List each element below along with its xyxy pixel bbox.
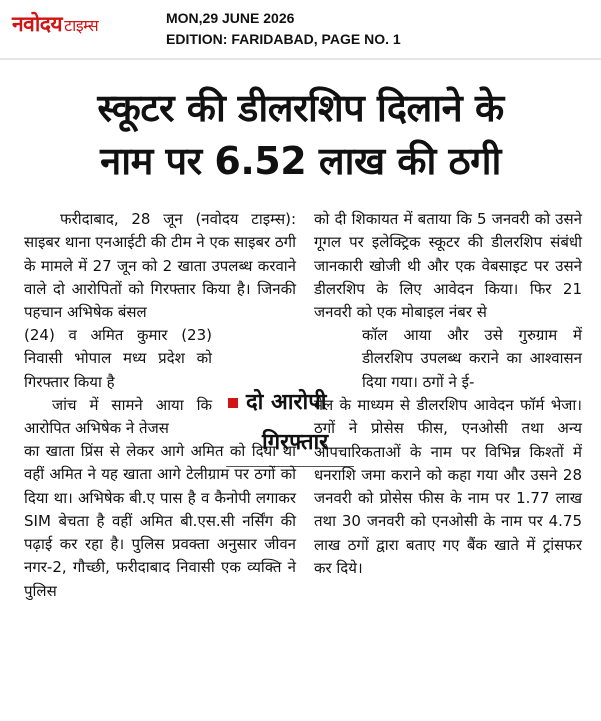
red-square-icon [228,398,238,408]
edition-info: EDITION: FARIDABAD, PAGE NO. 1 [166,31,401,47]
header-divider [0,58,601,60]
pullquote-line-1 [228,386,326,416]
page-header [0,0,601,58]
headline-line-1: स्कूटर की डीलरशिप दिलाने के [97,86,504,130]
article-paragraph: कॉल आया और उसे गुरुग्राम में डीलरशिप उपलब्ध कराने का आश्वासन दिया गया। ठगों ने ई- [362,326,582,391]
headline-line-2: नाम पर 6.52 लाख की ठगी [100,139,501,183]
article-paragraph: का खाता प्रिंस से लेकर आगे अमित को दिया था वहीं अमित ने यह खाता आगे टेलीग्राम पर ठगों को दिया था। अभिषेक बी.ए पास है व कैनोपी लगाकर SIM बेचता है वहीं अमित बी.एस.सी नर्सिंग की पढ़ाई कर रहा है। पुलिस प्रवक्ता अनुसार जीवन नगर-2, गौच्छी, फरीदाबाद निवासी एक व्यक्ति ने पुलिस [24,442,296,600]
article-paragraph: मेल के माध्यम से डीलरशिप आवेदन फॉर्म भेजा। ठगों ने प्रोसेस फीस, एनओसी तथा अन्य औपचारिकताओं के नाम पर विभिन्न किश्तों में धनराशि जमा कराने को कहा गया और उसने 28 जनवरी को प्रोसेस फीस के नाम पर 1.77 लाख तथा 30 जनवरी को एनओसी के नाम पर 4.75 लाख ठगों द्वारा बताए गए बैंक खाते में ट्रांसफर कर दिये। [314,396,582,578]
article-paragraph: जांच में सामने आया कि आरोपित अभिषेक ने तेजस [24,395,212,438]
article-paragraph: को दी शिकायत में बताया कि 5 जनवरी को उसने गूगल पर इलेक्ट्रिक स्कूटर की डीलरशिप संबंधी जानकारी खोजी थी और एक वेबसाइट पर उसने डीलरशिप के लिए आवेदन किया। फिर 21 जनवरी को एक मोबाइल नंबर से [314,210,582,322]
article-col1-mid [24,324,212,440]
article-col1-bottom [24,440,296,603]
article-col1-top [24,208,296,324]
article-col2-top [314,208,582,324]
pullquote-text-1: दो आरोपी [246,390,327,415]
article-col2-mid [362,324,582,394]
logo-sub: टाइम्स [64,16,99,35]
article-paragraph: फरीदाबाद, 28 जून (नवोदय टाइम्स): साइबर थाना एनआईटी की टीम ने एक साइबर ठगी के मामले में 27 जून को 2 खाता उपलब्ध करवाने वाले दो आरोपितों को गिरफ्तार किया है। जिनकी पहचान अभिषेक बंसल [24,210,296,322]
newspaper-logo [12,10,98,38]
article-paragraph: (24) व अमित कुमार (23) निवासी भोपाल मध्य प्रदेश को गिरफ्तार किया है [24,326,212,391]
pullquote-line-2: गिरफ्तार [262,430,329,455]
logo-main: नवोदय [12,12,63,36]
edition-meta [166,8,401,50]
headline [0,82,601,188]
article-col2-bottom [314,394,582,580]
edition-date: MON,29 JUNE 2026 [166,10,295,26]
